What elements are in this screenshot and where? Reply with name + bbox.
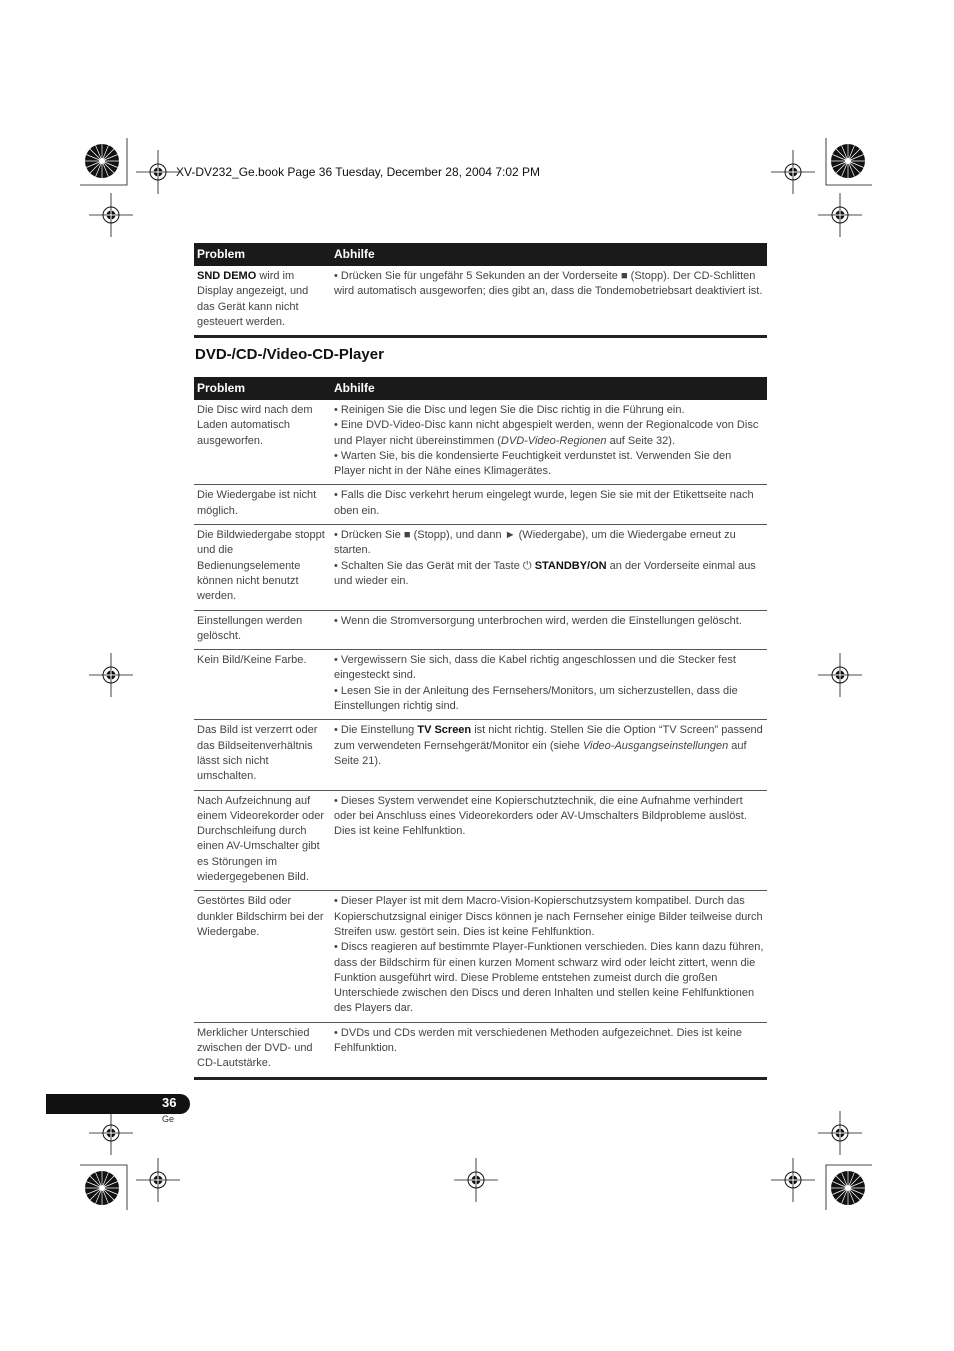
starburst-target-icon bbox=[831, 144, 865, 178]
column-header-remedy: Abhilfe bbox=[331, 243, 767, 266]
remedy-cell: • Reinigen Sie die Disc und legen Sie die Disc richtig in die Führung ein. • Eine DVD-Video-Disc kann nicht abgespielt werden, wenn der Regionalcode von Disc und Player nicht übereinstimmen (DVD-Video-Regionen auf Seite 32). • Warten Sie, bis die kondensierte Feuchtigkeit verdunstet ist. Verwenden Sie den Player nicht in der Nähe eines Klimagerätes. bbox=[331, 400, 767, 485]
remedy-cell: • Wenn die Stromversorgung unterbrochen wird, werden die Einstellungen gelöscht. bbox=[331, 610, 767, 650]
registration-mark-icon bbox=[136, 150, 180, 194]
problem-cell: Einstellungen werden gelöscht. bbox=[194, 610, 331, 650]
troubleshooting-table-general bbox=[194, 243, 767, 338]
registration-mark-icon bbox=[89, 1111, 133, 1155]
table-row bbox=[194, 720, 767, 790]
remedy-cell: • Falls die Disc verkehrt herum eingelegt wurde, legen Sie sie mit der Etikettseite nach oben ein. bbox=[331, 485, 767, 525]
column-header-remedy: Abhilfe bbox=[331, 377, 767, 400]
starburst-target-icon bbox=[85, 144, 119, 178]
language-code: Ge bbox=[162, 1114, 175, 1124]
registration-mark-icon bbox=[771, 150, 815, 194]
section-title: DVD-/CD-/Video-CD-Player bbox=[195, 346, 384, 363]
registration-mark-icon bbox=[818, 193, 862, 237]
table-row bbox=[194, 400, 767, 485]
starburst-target-icon bbox=[85, 1171, 119, 1205]
problem-cell: Nach Aufzeichnung auf einem Videorekorder oder Durchschleifung durch einen AV-Umschalter gibt es Störungen im wiedergegebenen Bild. bbox=[194, 790, 331, 891]
table-header-row bbox=[194, 243, 767, 266]
remedy-cell: • Drücken Sie ■ (Stopp), und dann ► (Wiedergabe), um die Wiedergabe erneut zu starten. • Schalten Sie das Gerät mit der Taste ⏻ STANDBY/ON an der Vorderseite einmal aus und wieder ein. bbox=[331, 525, 767, 610]
registration-mark-icon bbox=[818, 653, 862, 697]
remedy-cell: • Vergewissern Sie sich, dass die Kabel richtig angeschlossen und die Stecker fest eingesteckt sind. • Lesen Sie in der Anleitung des Fernsehers/Monitors, um sicherzustellen, dass die Einstellungen richtig sind. bbox=[331, 650, 767, 720]
column-header-problem: Problem bbox=[194, 243, 331, 266]
registration-mark-icon bbox=[771, 1158, 815, 1202]
table-row bbox=[194, 1022, 767, 1078]
registration-mark-icon bbox=[89, 193, 133, 237]
problem-cell: Die Disc wird nach dem Laden automatisch ausgeworfen. bbox=[194, 400, 331, 485]
table-row bbox=[194, 891, 767, 1022]
table-row bbox=[194, 610, 767, 650]
problem-cell: Die Bildwiedergabe stoppt und die Bedienungselemente können nicht benutzt werden. bbox=[194, 525, 331, 610]
table-row bbox=[194, 790, 767, 891]
registration-mark-icon bbox=[89, 653, 133, 697]
page-number: 36 bbox=[162, 1095, 177, 1110]
problem-cell: Kein Bild/Keine Farbe. bbox=[194, 650, 331, 720]
remedy-cell: • Drücken Sie für ungefähr 5 Sekunden an der Vorderseite ■ (Stopp). Der CD-Schlitten wird automatisch ausgeworfen; dies gibt an, dass die Tondemobetriebsart deaktiviert ist. bbox=[331, 266, 767, 337]
problem-cell: Das Bild ist verzerrt oder das Bildseitenverhältnis lässt sich nicht umschalten. bbox=[194, 720, 331, 790]
power-icon: ⏻ bbox=[522, 559, 532, 572]
problem-cell: Gestörtes Bild oder dunkler Bildschirm bei der Wiedergabe. bbox=[194, 891, 331, 1022]
table-row bbox=[194, 485, 767, 525]
remedy-cell: • Dieses System verwendet eine Kopierschutztechnik, die eine Aufnahme verhindert oder bei Anschluss eines Videorekorders oder AV-Umschalters Bildprobleme auslöst. Dies ist keine Fehlfunktion. bbox=[331, 790, 767, 891]
book-header: XV-DV232_Ge.book Page 36 Tuesday, December 28, 2004 7:02 PM bbox=[176, 165, 541, 179]
remedy-cell: • Dieser Player ist mit dem Macro-Vision-Kopierschutzsystem kompatibel. Durch das Kopierschutzsignal einiger Discs können je nach Fernseher einige Bilder teilweise durch Streifen usw. gestört sein. Dies ist keine Fehlfunktion. • Discs reagieren auf bestimmte Player-Funktionen verschieden. Dies kann dazu führen, dass der Bildschirm für einen kurzen Moment schwarz wird oder leicht zittert, wenn die Funktion ausgeführt wird. Diese Probleme entstehen zumeist durch die großen Unterschiede zwischen den Discs und deren Inhalten und stellen keine Fehlfunktionen des Players dar. bbox=[331, 891, 767, 1022]
problem-cell: Merklicher Unterschied zwischen der DVD- und CD-Lautstärke. bbox=[194, 1022, 331, 1078]
registration-mark-icon bbox=[136, 1158, 180, 1202]
troubleshooting-table-player bbox=[194, 377, 767, 1080]
table-header-row bbox=[194, 377, 767, 400]
starburst-target-icon bbox=[831, 1171, 865, 1205]
problem-cell: Die Wiedergabe ist nicht möglich. bbox=[194, 485, 331, 525]
table-row bbox=[194, 525, 767, 610]
registration-mark-icon bbox=[454, 1158, 498, 1202]
column-header-problem: Problem bbox=[194, 377, 331, 400]
registration-mark-icon bbox=[818, 1111, 862, 1155]
remedy-cell: • Die Einstellung TV Screen ist nicht richtig. Stellen Sie die Option “TV Screen” passend zum verwendeten Fernsehgerät/Monitor ein (siehe Video-Ausgangseinstellungen auf Seite 21). bbox=[331, 720, 767, 790]
problem-cell: SND DEMO wird im Display angezeigt, und das Gerät kann nicht gesteuert werden. bbox=[194, 266, 331, 337]
table-row bbox=[194, 650, 767, 720]
table-row bbox=[194, 266, 767, 337]
remedy-cell: • DVDs und CDs werden mit verschiedenen Methoden aufgezeichnet. Dies ist keine Fehlfunktion. bbox=[331, 1022, 767, 1078]
